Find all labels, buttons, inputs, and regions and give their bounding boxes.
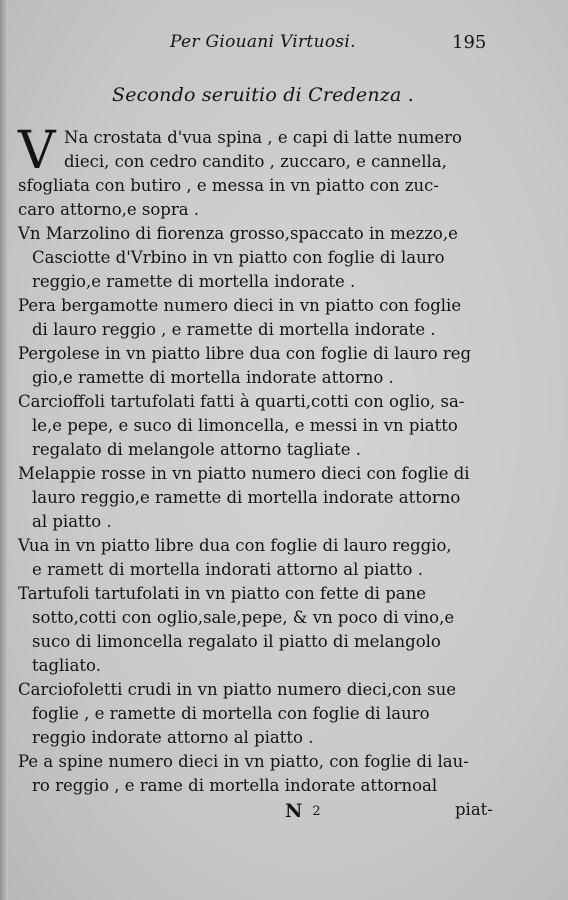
entry-carcioffoli (18, 390, 518, 462)
page-gutter-shadow (0, 0, 8, 900)
entry-line: Pergolese in vn piatto libre dua con foglie di lauro reg (18, 344, 472, 363)
entry-line: Melappie rosse in vn piatto numero dieci con foglie di (18, 464, 470, 483)
entry-line: regalato di melangole attorno tagliate . (32, 440, 362, 459)
entry-line: Pe a spine numero dieci in vn piatto, con foglie di lau- (18, 752, 469, 771)
drop-cap: V (18, 121, 56, 181)
entry-line: Casciotte d'Vrbino in vn piatto con foglie di lauro (32, 248, 445, 267)
entry-line: reggio indorate attorno al piatto . (32, 728, 314, 747)
entry-line: lauro reggio,e ramette di mortella indorate attorno (32, 488, 461, 507)
entry-line: Carciofoletti crudi in vn piatto numero dieci,con sue (18, 680, 456, 699)
entry-crostata (18, 121, 518, 222)
entry-line: dieci, con cedro candito , zuccaro, e cannella, (64, 152, 447, 171)
entry-line: tagliato. (32, 656, 101, 675)
entry-line: al piatto . (32, 512, 112, 531)
signature-number: 2 (312, 804, 321, 819)
entry-line: Vn Marzolino di fiorenza grosso,spaccato in mezzo,e (18, 224, 458, 243)
entry-tartufoli (18, 582, 518, 678)
entry-marzolino (18, 222, 518, 294)
entry-line: foglie , e ramette di mortella con foglie di lauro (32, 704, 430, 723)
entry-line: di lauro reggio , e ramette di mortella indorate . (32, 320, 436, 339)
entry-line: gio,e ramette di mortella indorate attorno . (32, 368, 394, 387)
entry-line: ro reggio , e rame di mortella indorate attornoal (32, 776, 438, 795)
section-heading: Secondo seruitio di Credenza . (112, 84, 415, 106)
entry-line: Tartufoli tartufolati in vn piatto con fette di pane (18, 584, 426, 603)
entry-line: Vua in vn piatto libre dua con foglie di lauro reggio, (18, 536, 452, 555)
entry-line: e ramett di mortella indorati attorno al piatto . (32, 560, 423, 579)
entry-carciofoletti (18, 678, 518, 750)
signature-letter: N (285, 800, 303, 822)
running-head: Per Giouani Virtuosi. (170, 32, 356, 52)
entry-line: sfogliata con butiro , e messa in vn piatto con zuc- (18, 176, 439, 195)
page-number: 195 (452, 32, 487, 53)
entry-vua (18, 534, 518, 582)
signature-mark (285, 800, 321, 822)
entry-pergolese (18, 342, 518, 390)
entry-line: caro attorno,e sopra . (18, 200, 200, 219)
entry-melappie (18, 462, 518, 534)
entry-line: sotto,cotti con oglio,sale,pepe, & vn poco di vino,e (32, 608, 455, 627)
entry-pera-spine (18, 750, 518, 798)
entry-list (18, 121, 518, 798)
entry-line: Carcioffoli tartufolati fatti à quarti,cotti con oglio, sa- (18, 392, 465, 411)
catchword: piat- (455, 800, 493, 819)
entry-line: Pera bergamotte numero dieci in vn piatto con foglie (18, 296, 462, 315)
entry-line: Na crostata d'vua spina , e capi di latte numero (64, 128, 462, 147)
entry-line: reggio,e ramette di mortella indorate . (32, 272, 356, 291)
entry-pera-bergamotte (18, 294, 518, 342)
entry-line: le,e pepe, e suco di limoncella, e messi in vn piatto (32, 416, 458, 435)
entry-line: suco di limoncella regalato il piatto di melangolo (32, 632, 441, 651)
